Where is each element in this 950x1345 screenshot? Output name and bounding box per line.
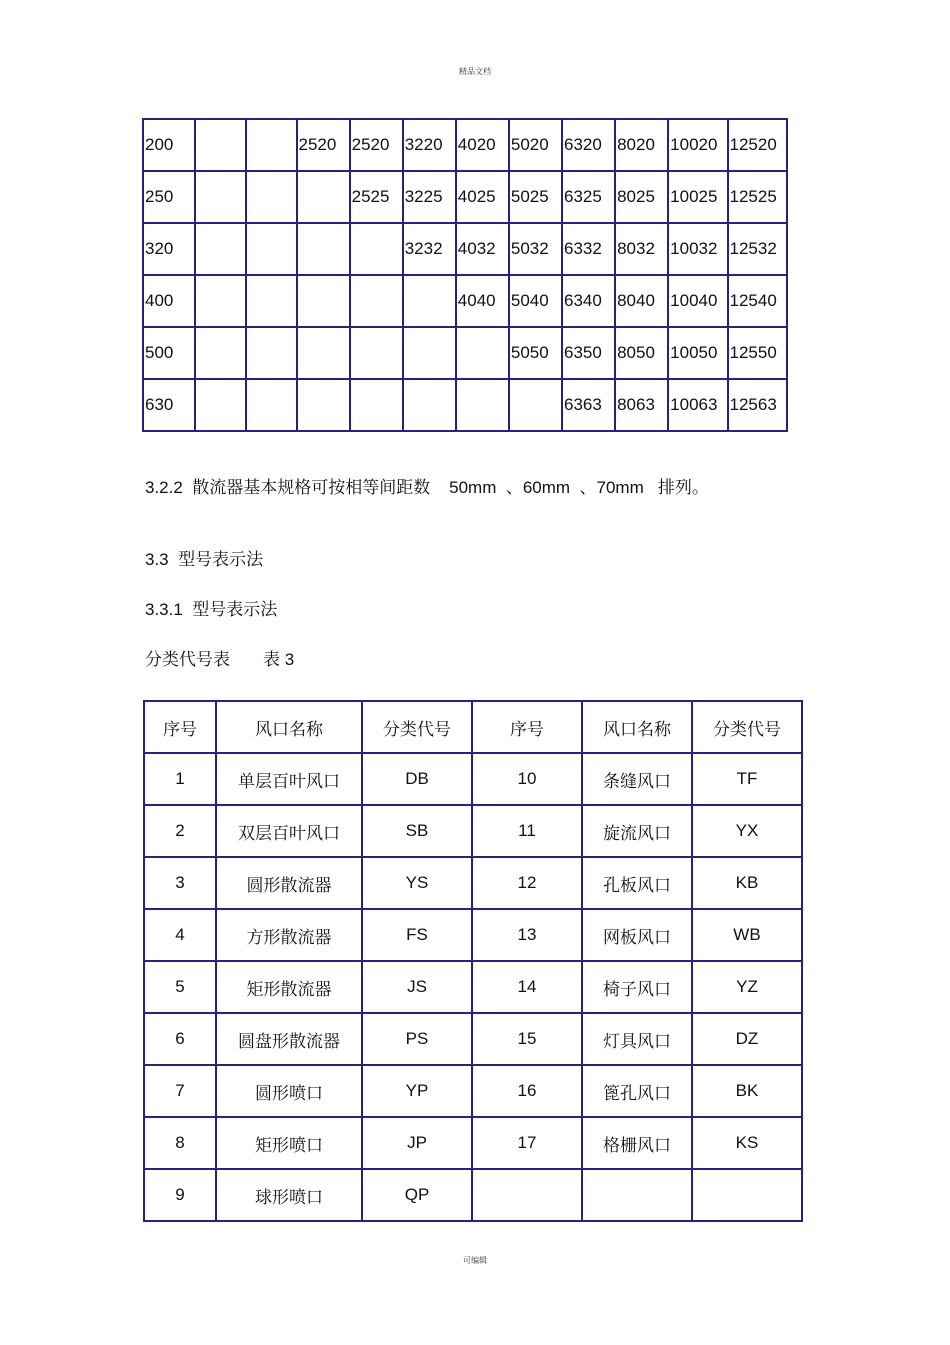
table-cell: 630 — [143, 379, 195, 431]
table-cell: 6340 — [562, 275, 615, 327]
table-cell: 网板风口 — [582, 909, 692, 961]
table-cell — [350, 379, 403, 431]
table-header-row — [144, 701, 802, 753]
table-cell: QP — [362, 1169, 472, 1221]
table-cell: 320 — [143, 223, 195, 275]
table-header-cell: 分类代号 — [692, 701, 802, 753]
table-cell: 3220 — [403, 119, 456, 171]
table-row — [143, 119, 787, 171]
table-cell: 4 — [144, 909, 216, 961]
table-cell: KB — [692, 857, 802, 909]
table-cell: YS — [362, 857, 472, 909]
table-row — [143, 327, 787, 379]
table-cell: FS — [362, 909, 472, 961]
table-cell: 6325 — [562, 171, 615, 223]
table-cell: 旋流风口 — [582, 805, 692, 857]
table-cell: 4032 — [456, 223, 509, 275]
table-cell: 2520 — [350, 119, 403, 171]
table-cell: JS — [362, 961, 472, 1013]
table-row — [144, 857, 802, 909]
table-caption: 分类代号表 表 3 — [145, 650, 295, 669]
table-cell — [195, 275, 246, 327]
table-cell: 方形散流器 — [216, 909, 362, 961]
table-cell: 12532 — [728, 223, 788, 275]
table-cell — [297, 327, 350, 379]
table-cell: 圆形喷口 — [216, 1065, 362, 1117]
table-cell: 6363 — [562, 379, 615, 431]
table-cell: 6332 — [562, 223, 615, 275]
table-cell — [246, 223, 297, 275]
subsection-heading: 3.3.1 型号表示法 — [145, 600, 278, 619]
table-cell: 16 — [472, 1065, 582, 1117]
table-cell: 7 — [144, 1065, 216, 1117]
table-row — [143, 275, 787, 327]
table-cell: 5032 — [509, 223, 562, 275]
table-cell — [350, 327, 403, 379]
table-cell: 250 — [143, 171, 195, 223]
table-cell: YP — [362, 1065, 472, 1117]
table-cell: 12550 — [728, 327, 788, 379]
table-cell: 条缝风口 — [582, 753, 692, 805]
table-cell: 8050 — [615, 327, 668, 379]
table-cell: 5025 — [509, 171, 562, 223]
table-cell: 400 — [143, 275, 195, 327]
table-cell — [246, 379, 297, 431]
table-cell: 灯具风口 — [582, 1013, 692, 1065]
table-cell: DB — [362, 753, 472, 805]
table-cell — [509, 379, 562, 431]
table-cell: 17 — [472, 1117, 582, 1169]
table-cell: 8020 — [615, 119, 668, 171]
table-row — [143, 223, 787, 275]
table-cell — [350, 275, 403, 327]
table-cell: 矩形散流器 — [216, 961, 362, 1013]
table-cell: 3 — [144, 857, 216, 909]
table-cell: 8040 — [615, 275, 668, 327]
table-cell: 12525 — [728, 171, 788, 223]
table-row — [143, 171, 787, 223]
table-row — [143, 379, 787, 431]
table-cell — [297, 275, 350, 327]
table-cell: 12 — [472, 857, 582, 909]
table-cell — [246, 171, 297, 223]
table-cell: 10020 — [668, 119, 727, 171]
table-cell: BK — [692, 1065, 802, 1117]
table-cell: 13 — [472, 909, 582, 961]
page-footer: 可编辑 — [463, 1256, 487, 1265]
table-cell: 8032 — [615, 223, 668, 275]
table-cell: 10032 — [668, 223, 727, 275]
table-cell: 12540 — [728, 275, 788, 327]
table-cell: 9 — [144, 1169, 216, 1221]
table-cell — [246, 275, 297, 327]
table-row — [144, 909, 802, 961]
table-cell — [195, 171, 246, 223]
table-row — [144, 1013, 802, 1065]
table-cell: 2525 — [350, 171, 403, 223]
table-cell: 10040 — [668, 275, 727, 327]
table-header-cell: 序号 — [144, 701, 216, 753]
table-cell: PS — [362, 1013, 472, 1065]
table-row — [144, 1169, 802, 1221]
table-cell: 6 — [144, 1013, 216, 1065]
table-cell: 10063 — [668, 379, 727, 431]
table-cell: 8025 — [615, 171, 668, 223]
table-cell: TF — [692, 753, 802, 805]
table-cell: 12520 — [728, 119, 788, 171]
table-row — [144, 961, 802, 1013]
table-cell: 椅子风口 — [582, 961, 692, 1013]
table-cell: 15 — [472, 1013, 582, 1065]
table-cell: 6350 — [562, 327, 615, 379]
table-cell: 2 — [144, 805, 216, 857]
table-cell — [246, 327, 297, 379]
table-cell — [297, 223, 350, 275]
table-cell: 14 — [472, 961, 582, 1013]
size-spec-table — [142, 118, 788, 432]
table-cell — [403, 275, 456, 327]
page-header: 精品文档 — [459, 67, 491, 76]
table-cell: 200 — [143, 119, 195, 171]
table-cell — [297, 379, 350, 431]
table-cell: SB — [362, 805, 472, 857]
table-cell: 8 — [144, 1117, 216, 1169]
table-cell: 8063 — [615, 379, 668, 431]
table-cell: YX — [692, 805, 802, 857]
table-cell: 10 — [472, 753, 582, 805]
table-cell: 孔板风口 — [582, 857, 692, 909]
table-cell: 双层百叶风口 — [216, 805, 362, 857]
table-cell: 4025 — [456, 171, 509, 223]
table-cell — [195, 119, 246, 171]
table-row — [144, 1117, 802, 1169]
table-cell: 篦孔风口 — [582, 1065, 692, 1117]
table-cell — [456, 327, 509, 379]
table-cell — [195, 379, 246, 431]
table-cell: 10050 — [668, 327, 727, 379]
table-cell: DZ — [692, 1013, 802, 1065]
table-cell: YZ — [692, 961, 802, 1013]
table-cell: 格栅风口 — [582, 1117, 692, 1169]
table-cell: KS — [692, 1117, 802, 1169]
table-cell: 6320 — [562, 119, 615, 171]
table-cell — [350, 223, 403, 275]
paragraph-spacing-note: 3.2.2 散流器基本规格可按相等间距数 50mm 、60mm 、70mm 排列。 — [145, 478, 709, 497]
table-cell — [403, 379, 456, 431]
table-cell: 单层百叶风口 — [216, 753, 362, 805]
table-cell: 10025 — [668, 171, 727, 223]
table-cell — [246, 119, 297, 171]
table-cell — [472, 1169, 582, 1221]
section-heading: 3.3 型号表示法 — [145, 550, 264, 569]
table-row — [144, 753, 802, 805]
table-cell: 4020 — [456, 119, 509, 171]
table-cell — [403, 327, 456, 379]
table-header-cell: 风口名称 — [582, 701, 692, 753]
table-cell: 1 — [144, 753, 216, 805]
table-row — [144, 805, 802, 857]
table-cell: 5020 — [509, 119, 562, 171]
table-cell: 12563 — [728, 379, 788, 431]
table-cell — [692, 1169, 802, 1221]
table-cell — [195, 223, 246, 275]
table-cell: 球形喷口 — [216, 1169, 362, 1221]
table-cell: 5 — [144, 961, 216, 1013]
table-cell: 4040 — [456, 275, 509, 327]
table-cell: 矩形喷口 — [216, 1117, 362, 1169]
table-cell: 2520 — [297, 119, 350, 171]
table-cell — [456, 379, 509, 431]
table-header-cell: 风口名称 — [216, 701, 362, 753]
table-cell — [297, 171, 350, 223]
table-cell — [582, 1169, 692, 1221]
table-cell: 500 — [143, 327, 195, 379]
table-cell: 5040 — [509, 275, 562, 327]
table-row — [144, 1065, 802, 1117]
table-cell: 5050 — [509, 327, 562, 379]
table-cell: WB — [692, 909, 802, 961]
table-cell: 3232 — [403, 223, 456, 275]
table-header-cell: 序号 — [472, 701, 582, 753]
table-cell: 3225 — [403, 171, 456, 223]
table-cell: 11 — [472, 805, 582, 857]
table-header-cell: 分类代号 — [362, 701, 472, 753]
classification-code-table — [143, 700, 803, 1222]
table-cell: JP — [362, 1117, 472, 1169]
table-cell: 圆盘形散流器 — [216, 1013, 362, 1065]
table-cell — [195, 327, 246, 379]
table-cell: 圆形散流器 — [216, 857, 362, 909]
